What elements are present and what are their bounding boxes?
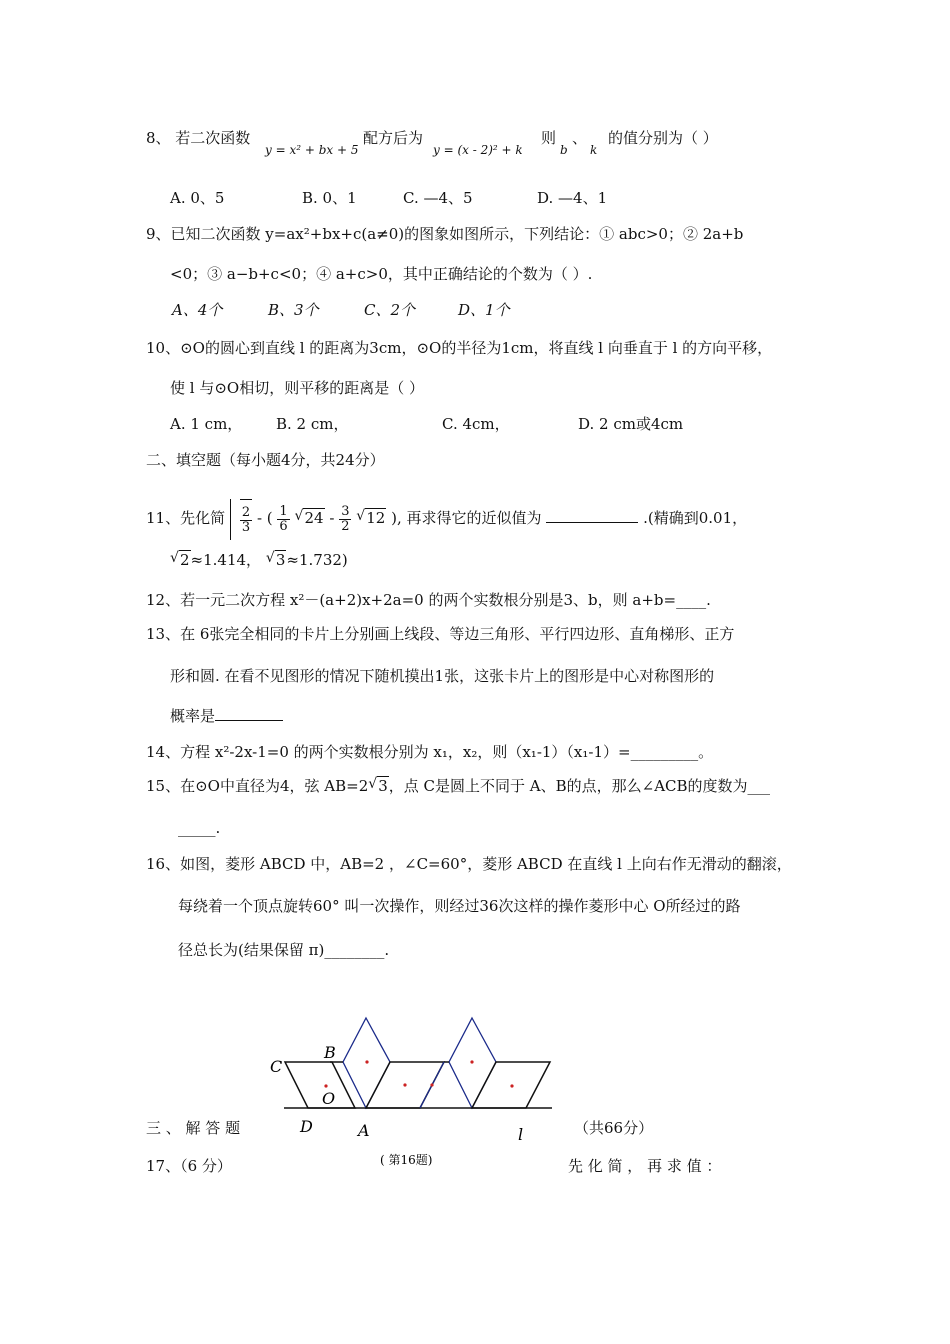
q11-radical-frac: $\frac{2}{3}$ [230, 499, 252, 540]
q10-option-a: A. 1 cm， [170, 415, 243, 433]
q16-line-1: 16、如图，菱形 ABCD 中，AB=2 ，∠C=60°，菱形 ABCD 在直线 l 上向右作无滑动的翻滚， [146, 855, 792, 873]
q10-option-b: B. 2 cm， [276, 415, 349, 433]
q8-option-b: B. 0、1 [302, 189, 357, 207]
q8-stem-b: 配方后为 [363, 129, 424, 147]
q15-line-1: 15、在⊙O中直径为4，弦 AB=2√ 3，点 C是圆上不同于 A、B的点，那么∠ACB的度数为___ [146, 776, 770, 796]
q11-frac-1: $\frac{1}{6}$ [279, 503, 288, 534]
label-o: O [322, 1089, 336, 1108]
label-b: B [324, 1043, 336, 1062]
q11-frac-2: $\frac{3}{2}$ [341, 503, 350, 534]
q8-var-k: k [590, 143, 598, 157]
q9-option-d: D、1个 [458, 301, 510, 319]
q13-line-3: 概率是 [170, 706, 283, 726]
q13-line-2: 形和圆. 在看不见图形的情况下随机摸出1张，这张卡片上的图形是中心对称图形的 [170, 667, 715, 685]
q9-line-2: <0；③ a−b+c<0；④ a+c>0，其中正确结论的个数为（ ）. [170, 265, 593, 283]
q16-line-3: 径总长为(结果保留 π)________. [178, 941, 390, 959]
q9-option-b: B、3个 [268, 301, 319, 319]
section-3-heading: 三 、 解 答 题 [146, 1119, 241, 1137]
q8-option-a: A. 0、5 [170, 189, 225, 207]
figure-caption: ( 第16题) [380, 1153, 433, 1167]
label-a: A [358, 1121, 370, 1140]
q9-option-a: A、4个 [172, 301, 223, 319]
q10-line-2: 使 l 与⊙O相切，则平移的距离是（ ） [170, 379, 424, 397]
q17-label: 17、（6 分） [146, 1157, 232, 1175]
q9-line-1: 9、已知二次函数 y=ax²+bx+c(a≠0)的图象如图所示，下列结论：① abc>0；② 2a+b [146, 225, 744, 243]
q15-line-2: _____. [178, 819, 221, 837]
q12-text: 12、若一元二次方程 x²－(a+2)x+2a=0 的两个实数根分别是3、b，则 a+b=____. [146, 591, 711, 609]
label-d: D [300, 1117, 313, 1136]
center-o [324, 1084, 327, 1087]
section-3-score: （共66分） [574, 1119, 654, 1137]
q8-stem: 8、 若二次函数 [146, 129, 251, 147]
q13-line-1: 13、在 6张完全相同的卡片上分别画上线段、等边三角形、平行四边形、直角梯形、正方 [146, 625, 735, 643]
q8-formula-1: y = x² + bx + 5 [265, 143, 359, 157]
rhombus-start [285, 1062, 355, 1108]
q8-stem-c: 则 [541, 129, 557, 147]
label-c: C [270, 1057, 283, 1076]
q9-option-c: C、2个 [364, 301, 416, 319]
q10-option-d: D. 2 cm或4cm [578, 415, 684, 433]
q11-radical-12: √ 12 [356, 498, 386, 538]
q10-option-c: C. 4cm， [442, 415, 510, 433]
q11-approximations: √ 2≈1.414， √ 3≈1.732) [170, 550, 348, 570]
q8-sep: 、 [572, 129, 588, 147]
q11-radical-24: √ 24 [294, 498, 324, 538]
q14-text: 14、方程 x²-2x-1=0 的两个实数根分别为 x₁，x₂，则（x₁-1）（x₁-1）=_________。 [146, 743, 714, 761]
section-2-heading: 二、填空题（每小题4分，共24分） [146, 451, 385, 469]
q17-instruction: 先 化 简 ， 再 求 值 ： [568, 1157, 722, 1175]
q8-var-b: b [560, 143, 568, 157]
label-l: l [518, 1125, 524, 1144]
q8-formula-2: y = (x - 2)² + k [433, 143, 523, 157]
q16-line-2: 每绕着一个顶点旋转60° 叫一次操作，则经过36次这样的操作菱形中心 O所经过的路 [178, 897, 741, 915]
q10-line-1: 10、⊙O的圆心到直线 l 的距离为3cm，⊙O的半径为1cm，将直线 l 向垂直于 l 的方向平移， [146, 339, 773, 357]
q8-stem-d: 的值分别为（ ） [608, 129, 718, 147]
q8-option-c: C. —4、5 [403, 189, 473, 207]
q11-expression: 11、先化简 $\frac{2}{3}$ - ( $\frac{1}{6}$ √ 24 - $\frac{3}{2}$ √ 12 ), 再求得它的近似值为 .(精确到0.01， [146, 498, 747, 538]
q8-option-d: D. —4、1 [537, 189, 608, 207]
